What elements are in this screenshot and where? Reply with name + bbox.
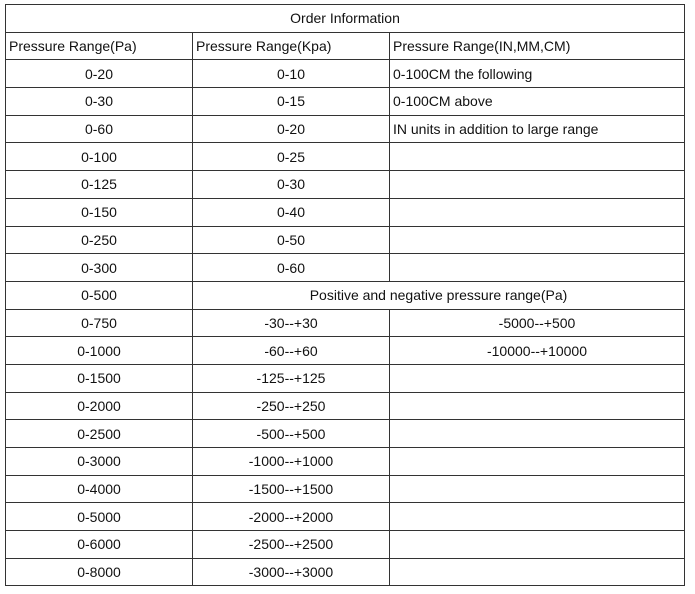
cell-pressure-pa: 0-5000	[6, 503, 193, 531]
table-row	[6, 171, 685, 199]
order-table-container	[5, 4, 685, 586]
table-row	[6, 198, 685, 226]
cell-pressure-pa: 0-4000	[6, 475, 193, 503]
header-pressure-range-in-mm-cm: Pressure Range(IN,MM,CM)	[390, 32, 685, 60]
table-row	[6, 254, 685, 282]
cell-pressure-pa: 0-2500	[6, 420, 193, 448]
cell-pressure-pa: 0-250	[6, 226, 193, 254]
table-header-row	[6, 32, 685, 60]
table-row	[6, 143, 685, 171]
table-row	[6, 226, 685, 254]
cell-pressure-pa: 0-750	[6, 309, 193, 337]
cell-pressure-pa: 0-6000	[6, 531, 193, 559]
cell-positive-negative-range-kpa: -1000--+1000	[193, 448, 390, 476]
cell-pressure-in-mm-cm: IN units in addition to large range	[390, 115, 685, 143]
table-row	[6, 309, 685, 337]
cell-pressure-pa: 0-150	[6, 198, 193, 226]
cell-pressure-pa: 0-300	[6, 254, 193, 282]
cell-positive-negative-range-pa: -5000--+500	[390, 309, 685, 337]
positive-negative-header-row	[6, 281, 685, 309]
cell-positive-negative-range-kpa: -125--+125	[193, 364, 390, 392]
cell-pressure-pa: 0-1000	[6, 337, 193, 365]
cell-pressure-pa: 0-500	[6, 281, 193, 309]
order-information-table	[5, 4, 685, 586]
cell-pressure-in-mm-cm	[390, 143, 685, 171]
table-row	[6, 420, 685, 448]
cell-pressure-kpa: 0-20	[193, 115, 390, 143]
table-row	[6, 531, 685, 559]
cell-positive-negative-range-kpa: -1500--+1500	[193, 475, 390, 503]
cell-pressure-pa: 0-20	[6, 60, 193, 88]
cell-positive-negative-range-pa	[390, 531, 685, 559]
cell-positive-negative-range-pa: -10000--+10000	[390, 337, 685, 365]
table-row	[6, 337, 685, 365]
table-title: Order Information	[6, 5, 685, 33]
cell-pressure-kpa: 0-30	[193, 171, 390, 199]
cell-pressure-pa: 0-100	[6, 143, 193, 171]
header-pressure-range-kpa: Pressure Range(Kpa)	[193, 32, 390, 60]
cell-pressure-pa: 0-60	[6, 115, 193, 143]
table-title-row	[6, 5, 685, 33]
cell-positive-negative-range-kpa: -500--+500	[193, 420, 390, 448]
table-row	[6, 392, 685, 420]
table-row	[6, 115, 685, 143]
cell-pressure-in-mm-cm: 0-100CM the following	[390, 60, 685, 88]
cell-positive-negative-range-pa	[390, 420, 685, 448]
cell-pressure-kpa: 0-25	[193, 143, 390, 171]
cell-pressure-kpa: 0-15	[193, 88, 390, 116]
positive-negative-range-header: Positive and negative pressure range(Pa)	[193, 281, 685, 309]
cell-positive-negative-range-kpa: -3000--+3000	[193, 558, 390, 586]
table-row	[6, 475, 685, 503]
cell-pressure-pa: 0-1500	[6, 364, 193, 392]
cell-pressure-pa: 0-8000	[6, 558, 193, 586]
table-row	[6, 364, 685, 392]
table-row	[6, 448, 685, 476]
cell-pressure-in-mm-cm	[390, 226, 685, 254]
cell-pressure-in-mm-cm	[390, 198, 685, 226]
cell-pressure-in-mm-cm	[390, 171, 685, 199]
cell-positive-negative-range-pa	[390, 475, 685, 503]
cell-pressure-kpa: 0-40	[193, 198, 390, 226]
cell-pressure-pa: 0-3000	[6, 448, 193, 476]
cell-pressure-kpa: 0-10	[193, 60, 390, 88]
cell-pressure-pa: 0-30	[6, 88, 193, 116]
cell-pressure-kpa: 0-50	[193, 226, 390, 254]
table-row	[6, 558, 685, 586]
cell-positive-negative-range-kpa: -2000--+2000	[193, 503, 390, 531]
cell-positive-negative-range-pa	[390, 364, 685, 392]
cell-pressure-in-mm-cm: 0-100CM above	[390, 88, 685, 116]
cell-pressure-kpa: 0-60	[193, 254, 390, 282]
cell-positive-negative-range-kpa: -30--+30	[193, 309, 390, 337]
cell-pressure-in-mm-cm	[390, 254, 685, 282]
table-row	[6, 88, 685, 116]
cell-positive-negative-range-kpa: -60--+60	[193, 337, 390, 365]
cell-pressure-pa: 0-125	[6, 171, 193, 199]
table-row	[6, 60, 685, 88]
cell-pressure-pa: 0-2000	[6, 392, 193, 420]
cell-positive-negative-range-kpa: -250--+250	[193, 392, 390, 420]
header-pressure-range-pa: Pressure Range(Pa)	[6, 32, 193, 60]
cell-positive-negative-range-pa	[390, 503, 685, 531]
cell-positive-negative-range-pa	[390, 392, 685, 420]
cell-positive-negative-range-pa	[390, 448, 685, 476]
cell-positive-negative-range-kpa: -2500--+2500	[193, 531, 390, 559]
cell-positive-negative-range-pa	[390, 558, 685, 586]
table-row	[6, 503, 685, 531]
